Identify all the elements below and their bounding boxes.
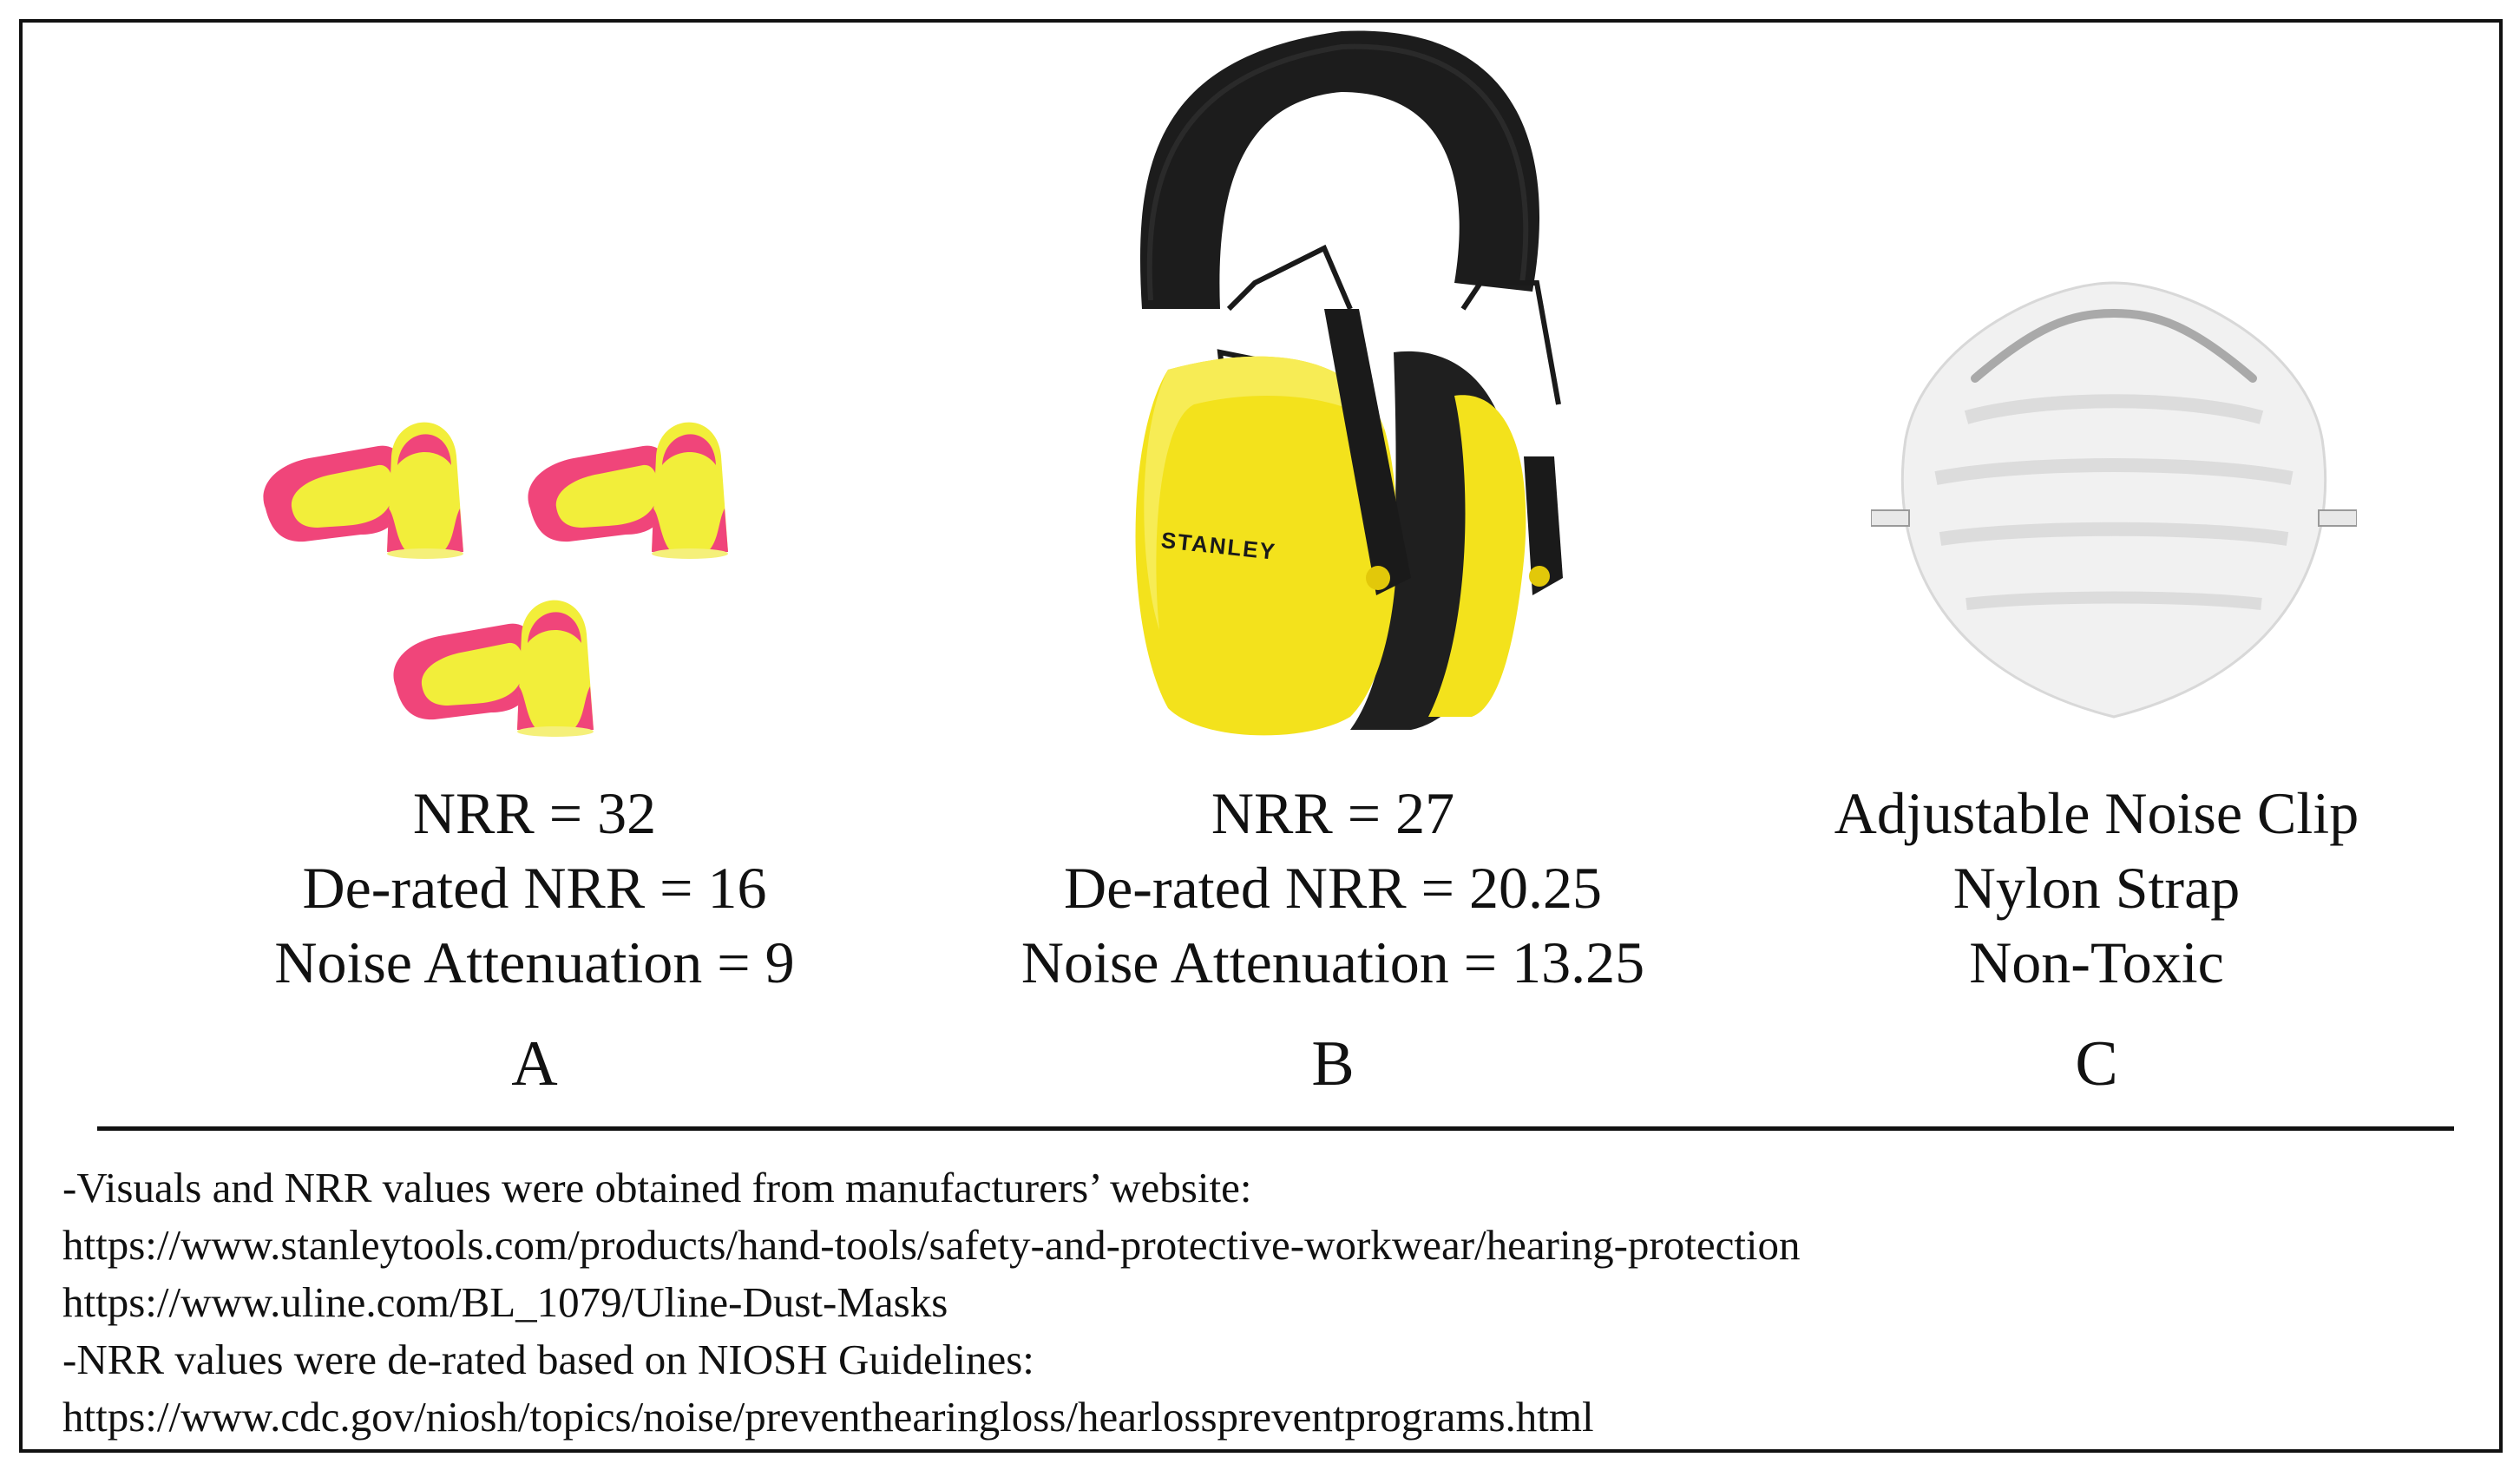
panel-c-feature-2: Nylon Strap: [1952, 855, 2241, 921]
source-notes: [62, 1159, 1801, 1446]
panel-c-feature-1: Adjustable Noise Clip: [1834, 780, 2359, 846]
panel-b-nrr: NRR = 27: [1211, 780, 1455, 846]
note-link-stanley: https://www.stanleytools.com/products/hand-tools/safety-and-protective-workwear/hearing-protection: [62, 1221, 1801, 1269]
panel-b-derated-nrr: De-rated NRR = 20.25: [1063, 855, 1602, 921]
panel-b-attenuation: Noise Attenuation = 13.25: [1020, 929, 1645, 995]
earplug-pair-2: [528, 423, 728, 559]
dust-mask-illustration: [1871, 266, 2357, 734]
earplugs-illustration: [257, 387, 795, 786]
svg-text:STANLEY: STANLEY: [1159, 527, 1278, 565]
panel-a-nrr: NRR = 32: [412, 780, 657, 846]
panel-c-letter: C: [2075, 1028, 2118, 1100]
panel-b-letter: B: [1311, 1028, 1355, 1100]
divider-line: [97, 1126, 2454, 1131]
panel-a-attenuation: Noise Attenuation = 9: [274, 929, 795, 995]
panel-b: [890, 23, 1775, 1125]
earmuffs-illustration: [1064, 23, 1602, 752]
note-link-uline: https://www.uline.com/BL_1079/Uline-Dust-Masks: [62, 1278, 948, 1326]
earplug-pair-1: [263, 423, 463, 559]
panel-a-derated-nrr: De-rated NRR = 16: [302, 855, 767, 921]
panel-c-caption: [1689, 776, 2504, 1000]
panel-b-caption: [890, 776, 1775, 1000]
panel-c: [1689, 23, 2504, 1125]
earplug-pair-3: [393, 601, 594, 737]
note-link-cdc: https://www.cdc.gov/niosh/topics/noise/preventhearingloss/hearlosspreventprograms.html: [62, 1393, 1594, 1441]
panel-a-letter: A: [511, 1028, 558, 1100]
panel-c-feature-3: Non-Toxic: [1969, 929, 2224, 995]
note-line-1: -Visuals and NRR values were obtained from manufacturers’ website:: [62, 1164, 1252, 1211]
figure-frame: [19, 19, 2503, 1453]
note-line-4: -NRR values were de-rated based on NIOSH Guidelines:: [62, 1336, 1034, 1383]
